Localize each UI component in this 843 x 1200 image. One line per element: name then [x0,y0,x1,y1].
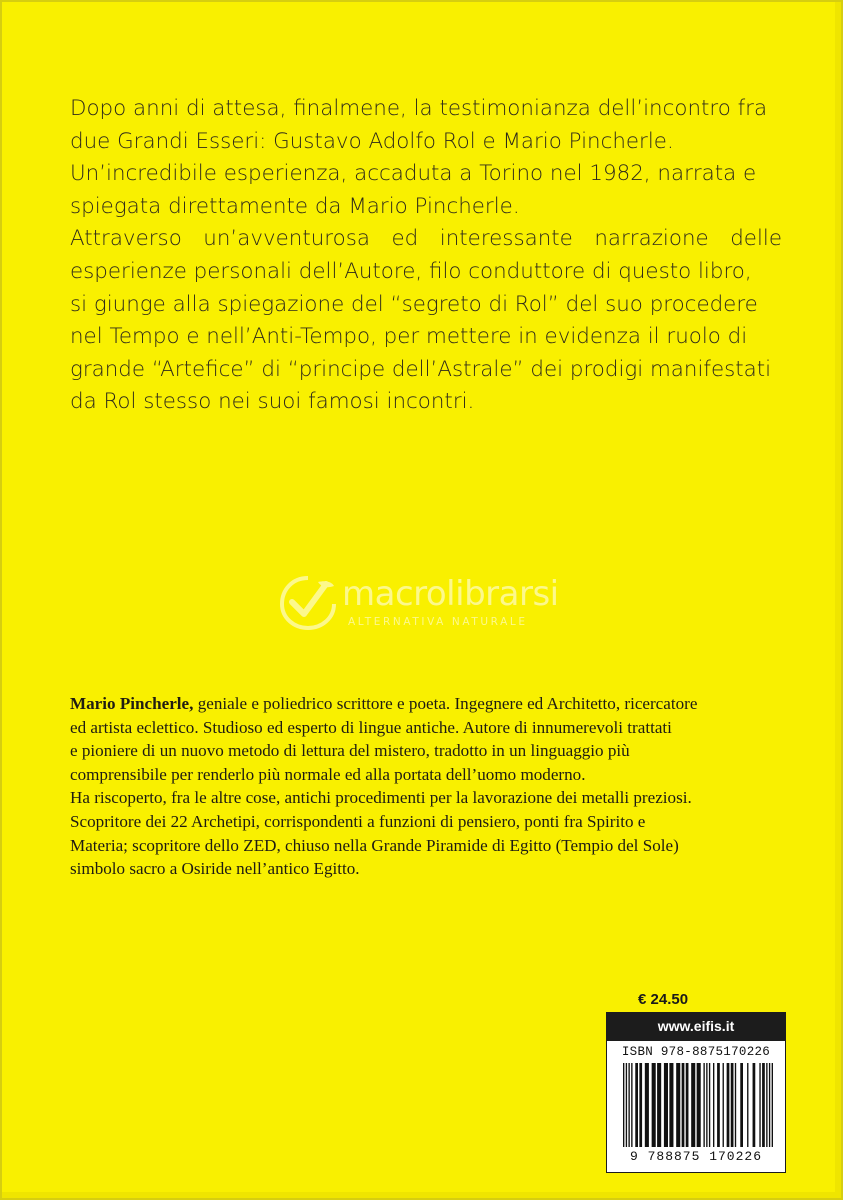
bio-line: e pioniere di un nuovo metodo di lettura del mistero, tradotto in un linguaggio più [70,741,630,761]
barcode-bar [727,1063,730,1147]
author-name: Mario Pincherle, [70,694,194,713]
barcode-bar [628,1063,629,1147]
barcode-bar [717,1063,720,1147]
bio-line: Ha riscoperto, fra le altre cose, antichi procedimenti per la lavorazione dei metalli preziosi. [70,788,692,808]
watermark-tagline: ALTERNATIVA NATURALE [348,616,528,628]
bio-line: Materia; scopritore dello ZED, chiuso nella Grande Piramide di Egitto (Tempio del Sole) [70,835,679,855]
blurb-line: Attraverso un’avventurosa ed interessante narrazione delle [70,226,782,252]
bio-line [70,692,794,716]
barcode-bar [759,1063,760,1147]
bio-line: ed artista eclettico. Studioso ed esperto di lingue antiche. Autore di innumerevoli trattati [70,717,672,737]
barcode-bar [747,1063,748,1147]
barcode-bar [769,1063,770,1147]
barcode-bar [631,1063,632,1147]
barcode-bar [669,1063,673,1147]
barcode-bar [686,1063,689,1147]
barcode-bar [664,1063,668,1147]
barcode [623,1063,773,1153]
barcode-bar [735,1063,736,1147]
barcode-bar [723,1063,724,1147]
blurb-line: grande “Artefice” di “principe dell’Astrale” dei prodigi manifestati [70,356,772,382]
blurb-line: Un’incredibile esperienza, accaduta a Torino nel 1982, narrata e [70,161,757,187]
blurb-line: esperienze personali dell’Autore, filo conduttore di questo libro, [70,258,752,284]
watermark-name: macrolibrarsi [342,574,559,614]
barcode-bar [652,1063,656,1147]
blurb-text [70,93,782,419]
price-label: € 24.50 [638,991,689,1008]
barcode-bar [626,1063,627,1147]
bio-line-rest: geniale e poliedrico scrittore e poeta. Ingegnere ed Architetto, ricercatore [193,694,698,713]
barcode-bar [713,1063,714,1147]
blurb-line: da Rol stesso nei suoi famosi incontri. [70,389,475,415]
blurb-line: Dopo anni di attesa, finalmene, la testimonianza dell’incontro fra [70,96,768,121]
bio-line: Scopritore dei 22 Archetipi, corrispondenti a funzioni di pensiero, ponti fra Spirito e [70,811,646,831]
blurb-line: nel Tempo e nell’Anti-Tempo, per mettere in evidenza il ruolo di [70,324,748,350]
barcode-digits: 9 788875 170226 [629,1149,763,1164]
barcode-bar [635,1063,638,1147]
website-url: www.eifis.it [657,1018,735,1034]
website-box [606,1012,786,1040]
barcode-bar [691,1063,695,1147]
barcode-bar [703,1063,704,1147]
isbn-text: ISBN 978-8875170226 [621,1045,771,1059]
barcode-box [606,1040,786,1173]
barcode-bar [623,1063,624,1147]
leaf-check-icon [278,574,338,630]
barcode-bar [766,1063,767,1147]
watermark [278,572,578,632]
blurb-line: due Grandi Esseri: Gustavo Adolfo Rol e Mario Pincherle. [70,128,674,154]
barcode-bar [639,1063,642,1147]
barcode-bar [676,1063,680,1147]
barcode-bar [682,1063,685,1147]
barcode-bar [709,1063,710,1147]
barcode-bar [657,1063,661,1147]
barcode-bar [706,1063,707,1147]
bio-line: comprensibile per renderlo più normale ed alla portata dell’uomo moderno. [70,764,586,784]
author-bio [70,692,794,881]
barcode-bar [645,1063,649,1147]
barcode-bar [740,1063,743,1147]
bio-line: simbolo sacro a Osiride nell’antico Egitto. [70,859,360,879]
barcode-bar [772,1063,773,1147]
barcode-bar [762,1063,765,1147]
blurb-line: spiegata direttamente da Mario Pincherle. [70,193,520,219]
barcode-bar [731,1063,734,1147]
barcode-bar [697,1063,701,1147]
barcode-bar [753,1063,756,1147]
blurb-line: si giunge alla spiegazione del “segreto di Rol” del suo procedere [70,291,758,317]
